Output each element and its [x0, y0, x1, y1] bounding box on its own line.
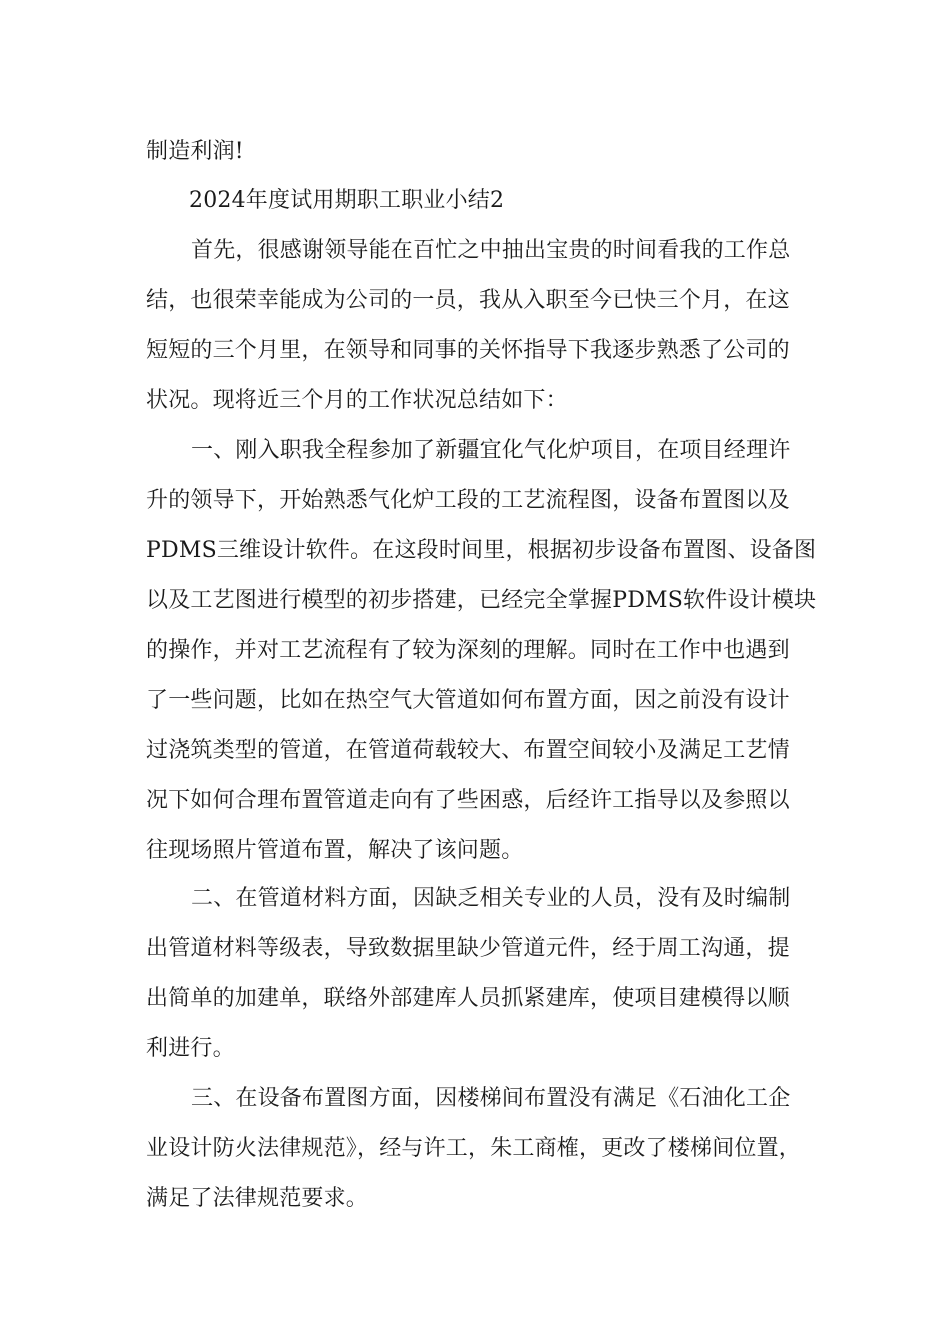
- paragraph-line: 了一些问题，比如在热空气大管道如何布置方面，因之前没有设计: [146, 688, 790, 713]
- paragraph-line: 首先，很感谢领导能在百忙之中抽出宝贵的时间看我的工作总: [191, 238, 791, 263]
- paragraph-line: 况下如何合理布置管道走向有了些困惑，后经许工指导以及参照以: [146, 788, 790, 813]
- paragraph-line: 的操作，并对工艺流程有了较为深刻的理解。同时在工作中也遇到: [146, 638, 790, 663]
- paragraph-line: 一、刚入职我全程参加了新疆宜化气化炉项目，在项目经理许: [191, 438, 791, 463]
- paragraph-line: 利进行。: [146, 1036, 235, 1061]
- paragraph-line: 状况。现将近三个月的工作状况总结如下：: [146, 388, 568, 413]
- paragraph-line: 结，也很荣幸能成为公司的一员，我从入职至今已快三个月，在这: [146, 288, 790, 313]
- paragraph-line: 出管道材料等级表，导致数据里缺少管道元件，经于周工沟通，提: [146, 936, 790, 961]
- paragraph-line: 满足了法律规范要求。: [146, 1186, 369, 1211]
- paragraph-line: 出简单的加建单，联络外部建库人员抓紧建库，使项目建模得以顺: [146, 986, 790, 1011]
- paragraph-line: 三、在设备布置图方面，因楼梯间布置没有满足《石油化工企: [191, 1086, 791, 1111]
- paragraph-line: 升的领导下，开始熟悉气化炉工段的工艺流程图，设备布置图以及: [146, 488, 790, 513]
- paragraph-line: 业设计防火法律规范》，经与许工，朱工商榷，更改了楼梯间位置，: [146, 1136, 802, 1161]
- paragraph-line: 往现场照片管道布置，解决了该问题。: [146, 838, 524, 863]
- paragraph-line: 短短的三个月里，在领导和同事的关怀指导下我逐步熟悉了公司的: [146, 338, 790, 363]
- paragraph-line: 过浇筑类型的管道，在管道荷载较大、布置空间较小及满足工艺情: [146, 738, 790, 763]
- paragraph-line: 以及工艺图进行模型的初步搭建，已经完全掌握PDMS软件设计模块: [146, 588, 817, 613]
- section-heading: 2024年度试用期职工职业小结2: [189, 188, 505, 213]
- paragraph-line: 制造利润!: [146, 139, 244, 164]
- paragraph-line: 二、在管道材料方面，因缺乏相关专业的人员，没有及时编制: [191, 886, 791, 911]
- paragraph-line: PDMS三维设计软件。在这段时间里，根据初步设备布置图、设备图: [146, 538, 817, 563]
